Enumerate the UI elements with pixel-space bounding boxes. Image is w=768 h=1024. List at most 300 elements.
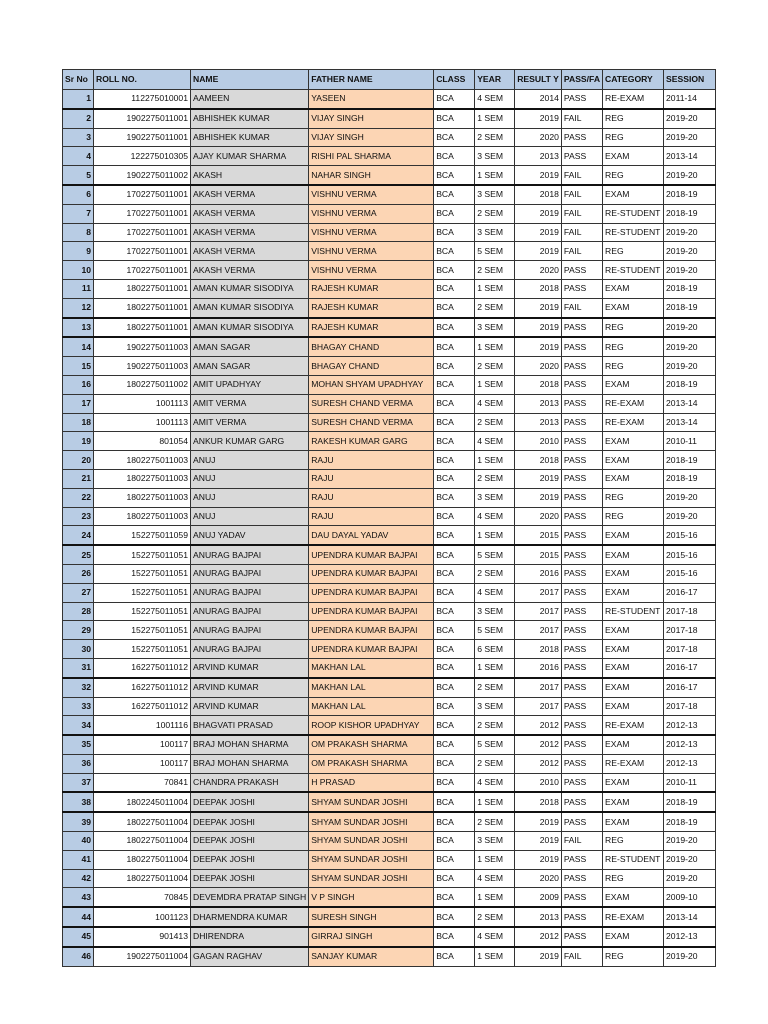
year-cell: 5 SEM: [475, 545, 515, 564]
table-row: [63, 185, 716, 204]
table-row: [63, 90, 716, 109]
class-cell: BCA: [434, 735, 475, 754]
category-cell: REG: [603, 832, 664, 851]
sr-no-cell: 36: [63, 754, 94, 773]
table-row: [63, 545, 716, 564]
pass-fail-cell: PASS: [561, 357, 602, 376]
roll-no-cell: 1001116: [94, 716, 191, 735]
table-row: [63, 658, 716, 677]
category-cell: EXAM: [603, 545, 664, 564]
sr-no-cell: 20: [63, 451, 94, 470]
class-cell: BCA: [434, 451, 475, 470]
result-year-cell: 2019: [515, 337, 562, 356]
father-name-cell: YASEEN: [309, 90, 434, 109]
session-cell: 2019-20: [664, 261, 716, 280]
roll-no-cell: 1802275011001: [94, 279, 191, 298]
year-cell: 1 SEM: [475, 526, 515, 545]
sr-no-cell: 17: [63, 394, 94, 413]
year-cell: 3 SEM: [475, 185, 515, 204]
class-cell: BCA: [434, 166, 475, 185]
session-cell: 2011-14: [664, 90, 716, 109]
roll-no-cell: 1802245011004: [94, 792, 191, 812]
father-name-cell: RAJU: [309, 451, 434, 470]
session-cell: 2012-13: [664, 754, 716, 773]
roll-no-cell: 1001123: [94, 907, 191, 927]
roll-no-cell: 1802275011002: [94, 375, 191, 394]
result-year-cell: 2017: [515, 602, 562, 621]
result-year-cell: 2019: [515, 223, 562, 242]
pass-fail-cell: PASS: [561, 337, 602, 356]
roll-no-cell: 1802275011003: [94, 451, 191, 470]
name-cell: AMIT VERMA: [191, 413, 309, 432]
sr-no-cell: 39: [63, 812, 94, 831]
table-row: [63, 583, 716, 602]
result-year-cell: 2012: [515, 754, 562, 773]
pass-fail-cell: PASS: [561, 697, 602, 716]
session-cell: 2018-19: [664, 279, 716, 298]
year-cell: 1 SEM: [475, 279, 515, 298]
result-year-cell: 2019: [515, 298, 562, 317]
year-cell: 2 SEM: [475, 754, 515, 773]
pass-fail-cell: PASS: [561, 564, 602, 583]
result-year-cell: 2010: [515, 773, 562, 792]
table-row: [63, 242, 716, 261]
sr-no-cell: 40: [63, 832, 94, 851]
result-year-cell: 2018: [515, 375, 562, 394]
sr-no-cell: 14: [63, 337, 94, 356]
father-name-cell: MAKHAN LAL: [309, 678, 434, 697]
roll-no-cell: 152275011059: [94, 526, 191, 545]
name-cell: ABHISHEK KUMAR: [191, 128, 309, 147]
session-cell: 2019-20: [664, 832, 716, 851]
table-row: [63, 375, 716, 394]
table-row: [63, 507, 716, 526]
sr-no-cell: 41: [63, 850, 94, 869]
year-cell: 2 SEM: [475, 413, 515, 432]
roll-no-cell: 152275011051: [94, 640, 191, 659]
roll-no-cell: 1802275011001: [94, 318, 191, 338]
table-row: [63, 602, 716, 621]
class-cell: BCA: [434, 337, 475, 356]
sr-no-cell: 24: [63, 526, 94, 545]
session-cell: 2019-20: [664, 109, 716, 128]
year-cell: 2 SEM: [475, 298, 515, 317]
sr-no-cell: 19: [63, 432, 94, 451]
header-roll-no: ROLL NO.: [94, 70, 191, 90]
class-cell: BCA: [434, 869, 475, 888]
pass-fail-cell: FAIL: [561, 166, 602, 185]
name-cell: AAMEEN: [191, 90, 309, 109]
pass-fail-cell: FAIL: [561, 223, 602, 242]
sr-no-cell: 35: [63, 735, 94, 754]
category-cell: EXAM: [603, 185, 664, 204]
roll-no-cell: 152275011051: [94, 602, 191, 621]
category-cell: EXAM: [603, 298, 664, 317]
father-name-cell: MAKHAN LAL: [309, 697, 434, 716]
sr-no-cell: 33: [63, 697, 94, 716]
class-cell: BCA: [434, 357, 475, 376]
session-cell: 2012-13: [664, 716, 716, 735]
father-name-cell: NAHAR SINGH: [309, 166, 434, 185]
category-cell: RE-EXAM: [603, 413, 664, 432]
year-cell: 3 SEM: [475, 697, 515, 716]
class-cell: BCA: [434, 375, 475, 394]
father-name-cell: SHYAM SUNDAR JOSHI: [309, 869, 434, 888]
result-year-cell: 2009: [515, 888, 562, 907]
result-year-cell: 2019: [515, 318, 562, 338]
sr-no-cell: 34: [63, 716, 94, 735]
sr-no-cell: 46: [63, 947, 94, 966]
sr-no-cell: 42: [63, 869, 94, 888]
pass-fail-cell: PASS: [561, 735, 602, 754]
pass-fail-cell: FAIL: [561, 109, 602, 128]
father-name-cell: BHAGAY CHAND: [309, 357, 434, 376]
year-cell: 2 SEM: [475, 128, 515, 147]
result-year-cell: 2013: [515, 907, 562, 927]
session-cell: 2019-20: [664, 166, 716, 185]
father-name-cell: SURESH SINGH: [309, 907, 434, 927]
category-cell: RE-EXAM: [603, 394, 664, 413]
table-row: [63, 298, 716, 317]
session-cell: 2013-14: [664, 413, 716, 432]
name-cell: ANURAG BAJPAI: [191, 621, 309, 640]
table-row: [63, 469, 716, 488]
name-cell: AKASH: [191, 166, 309, 185]
session-cell: 2012-13: [664, 735, 716, 754]
session-cell: 2018-19: [664, 185, 716, 204]
year-cell: 4 SEM: [475, 773, 515, 792]
category-cell: RE-EXAM: [603, 907, 664, 927]
table-row: [63, 773, 716, 792]
result-year-cell: 2019: [515, 242, 562, 261]
father-name-cell: SANJAY KUMAR: [309, 947, 434, 966]
class-cell: BCA: [434, 888, 475, 907]
class-cell: BCA: [434, 147, 475, 166]
father-name-cell: VIJAY SINGH: [309, 128, 434, 147]
table-row: [63, 792, 716, 812]
sr-no-cell: 12: [63, 298, 94, 317]
father-name-cell: RAJESH KUMAR: [309, 318, 434, 338]
sr-no-cell: 29: [63, 621, 94, 640]
table-row: [63, 716, 716, 735]
sr-no-cell: 6: [63, 185, 94, 204]
class-cell: BCA: [434, 812, 475, 831]
session-cell: 2016-17: [664, 678, 716, 697]
session-cell: 2018-19: [664, 792, 716, 812]
sr-no-cell: 18: [63, 413, 94, 432]
roll-no-cell: 152275011051: [94, 545, 191, 564]
name-cell: AMAN KUMAR SISODIYA: [191, 318, 309, 338]
name-cell: BRAJ MOHAN SHARMA: [191, 735, 309, 754]
name-cell: DEEPAK JOSHI: [191, 850, 309, 869]
class-cell: BCA: [434, 716, 475, 735]
roll-no-cell: 1802275011001: [94, 298, 191, 317]
session-cell: 2019-20: [664, 128, 716, 147]
class-cell: BCA: [434, 697, 475, 716]
category-cell: EXAM: [603, 678, 664, 697]
class-cell: BCA: [434, 223, 475, 242]
roll-no-cell: 1902275011003: [94, 337, 191, 356]
pass-fail-cell: PASS: [561, 621, 602, 640]
header-category: CATEGORY: [603, 70, 664, 90]
pass-fail-cell: PASS: [561, 488, 602, 507]
result-year-cell: 2016: [515, 658, 562, 677]
category-cell: REG: [603, 337, 664, 356]
father-name-cell: SHYAM SUNDAR JOSHI: [309, 832, 434, 851]
year-cell: 4 SEM: [475, 583, 515, 602]
roll-no-cell: 1902275011003: [94, 357, 191, 376]
name-cell: DEEPAK JOSHI: [191, 869, 309, 888]
category-cell: REG: [603, 357, 664, 376]
pass-fail-cell: PASS: [561, 451, 602, 470]
class-cell: BCA: [434, 261, 475, 280]
name-cell: AKASH VERMA: [191, 204, 309, 223]
roll-no-cell: 801054: [94, 432, 191, 451]
class-cell: BCA: [434, 128, 475, 147]
table-row: [63, 850, 716, 869]
class-cell: BCA: [434, 947, 475, 966]
name-cell: AKASH VERMA: [191, 223, 309, 242]
year-cell: 1 SEM: [475, 375, 515, 394]
table-row: [63, 394, 716, 413]
name-cell: ARVIND KUMAR: [191, 658, 309, 677]
father-name-cell: GIRRAJ SINGH: [309, 927, 434, 947]
session-cell: 2013-14: [664, 394, 716, 413]
pass-fail-cell: PASS: [561, 812, 602, 831]
father-name-cell: RAJU: [309, 469, 434, 488]
result-year-cell: 2019: [515, 488, 562, 507]
name-cell: ABHISHEK KUMAR: [191, 109, 309, 128]
roll-no-cell: 152275011051: [94, 564, 191, 583]
name-cell: ANUJ YADAV: [191, 526, 309, 545]
category-cell: RE-STUDENT: [603, 204, 664, 223]
category-cell: RE-STUDENT: [603, 223, 664, 242]
session-cell: 2019-20: [664, 869, 716, 888]
year-cell: 2 SEM: [475, 469, 515, 488]
result-year-cell: 2019: [515, 109, 562, 128]
header-pass-fail: PASS/FA: [561, 70, 602, 90]
result-year-cell: 2012: [515, 716, 562, 735]
table-row: [63, 621, 716, 640]
year-cell: 1 SEM: [475, 947, 515, 966]
table-row: [63, 927, 716, 947]
year-cell: 1 SEM: [475, 451, 515, 470]
table-row: [63, 279, 716, 298]
session-cell: 2019-20: [664, 242, 716, 261]
table-row: [63, 432, 716, 451]
name-cell: CHANDRA PRAKASH: [191, 773, 309, 792]
father-name-cell: UPENDRA KUMAR BAJPAI: [309, 621, 434, 640]
table-row: [63, 832, 716, 851]
name-cell: AMAN KUMAR SISODIYA: [191, 279, 309, 298]
result-year-cell: 2019: [515, 812, 562, 831]
class-cell: BCA: [434, 90, 475, 109]
session-cell: 2017-18: [664, 621, 716, 640]
pass-fail-cell: PASS: [561, 526, 602, 545]
pass-fail-cell: FAIL: [561, 832, 602, 851]
roll-no-cell: 1802275011003: [94, 488, 191, 507]
year-cell: 5 SEM: [475, 735, 515, 754]
class-cell: BCA: [434, 754, 475, 773]
result-year-cell: 2018: [515, 792, 562, 812]
sr-no-cell: 15: [63, 357, 94, 376]
name-cell: DHIRENDRA: [191, 927, 309, 947]
year-cell: 2 SEM: [475, 716, 515, 735]
pass-fail-cell: PASS: [561, 850, 602, 869]
session-cell: 2018-19: [664, 298, 716, 317]
table-row: [63, 564, 716, 583]
father-name-cell: H PRASAD: [309, 773, 434, 792]
year-cell: 1 SEM: [475, 850, 515, 869]
name-cell: AMAN SAGAR: [191, 357, 309, 376]
table-row: [63, 640, 716, 659]
roll-no-cell: 1802275011004: [94, 812, 191, 831]
year-cell: 1 SEM: [475, 888, 515, 907]
class-cell: BCA: [434, 488, 475, 507]
result-year-cell: 2020: [515, 261, 562, 280]
category-cell: EXAM: [603, 927, 664, 947]
name-cell: DEEPAK JOSHI: [191, 832, 309, 851]
name-cell: ANUJ: [191, 469, 309, 488]
header-name: NAME: [191, 70, 309, 90]
class-cell: BCA: [434, 204, 475, 223]
class-cell: BCA: [434, 279, 475, 298]
session-cell: 2015-16: [664, 564, 716, 583]
session-cell: 2019-20: [664, 318, 716, 338]
sr-no-cell: 3: [63, 128, 94, 147]
result-year-cell: 2017: [515, 697, 562, 716]
father-name-cell: VISHNU VERMA: [309, 261, 434, 280]
category-cell: EXAM: [603, 469, 664, 488]
sr-no-cell: 44: [63, 907, 94, 927]
pass-fail-cell: PASS: [561, 128, 602, 147]
name-cell: AMAN SAGAR: [191, 337, 309, 356]
name-cell: DEEPAK JOSHI: [191, 792, 309, 812]
result-year-cell: 2012: [515, 927, 562, 947]
sr-no-cell: 31: [63, 658, 94, 677]
category-cell: EXAM: [603, 812, 664, 831]
roll-no-cell: 1702275011001: [94, 261, 191, 280]
class-cell: BCA: [434, 413, 475, 432]
result-year-cell: 2018: [515, 640, 562, 659]
session-cell: 2017-18: [664, 602, 716, 621]
class-cell: BCA: [434, 318, 475, 338]
roll-no-cell: 152275011051: [94, 621, 191, 640]
pass-fail-cell: PASS: [561, 279, 602, 298]
table-row: [63, 318, 716, 338]
name-cell: AKASH VERMA: [191, 242, 309, 261]
result-year-cell: 2018: [515, 451, 562, 470]
father-name-cell: ROOP KISHOR UPADHYAY: [309, 716, 434, 735]
class-cell: BCA: [434, 185, 475, 204]
sr-no-cell: 25: [63, 545, 94, 564]
category-cell: EXAM: [603, 888, 664, 907]
pass-fail-cell: PASS: [561, 318, 602, 338]
father-name-cell: DAU DAYAL YADAV: [309, 526, 434, 545]
year-cell: 4 SEM: [475, 394, 515, 413]
session-cell: 2017-18: [664, 697, 716, 716]
class-cell: BCA: [434, 792, 475, 812]
father-name-cell: UPENDRA KUMAR BAJPAI: [309, 602, 434, 621]
name-cell: ANUJ: [191, 488, 309, 507]
result-year-cell: 2014: [515, 90, 562, 109]
result-year-cell: 2019: [515, 947, 562, 966]
pass-fail-cell: FAIL: [561, 204, 602, 223]
pass-fail-cell: FAIL: [561, 185, 602, 204]
roll-no-cell: 1902275011004: [94, 947, 191, 966]
roll-no-cell: 1902275011001: [94, 109, 191, 128]
roll-no-cell: 1702275011001: [94, 242, 191, 261]
session-cell: 2018-19: [664, 469, 716, 488]
class-cell: BCA: [434, 526, 475, 545]
header-sr-no: Sr No: [63, 70, 94, 90]
session-cell: 2019-20: [664, 850, 716, 869]
category-cell: EXAM: [603, 735, 664, 754]
sr-no-cell: 22: [63, 488, 94, 507]
father-name-cell: RAJU: [309, 488, 434, 507]
category-cell: EXAM: [603, 147, 664, 166]
roll-no-cell: 1902275011001: [94, 128, 191, 147]
category-cell: RE-STUDENT: [603, 261, 664, 280]
session-cell: 2018-19: [664, 812, 716, 831]
category-cell: REG: [603, 947, 664, 966]
session-cell: 2019-20: [664, 488, 716, 507]
result-year-cell: 2020: [515, 357, 562, 376]
name-cell: DEVEMDRA PRATAP SINGH: [191, 888, 309, 907]
result-year-cell: 2015: [515, 526, 562, 545]
table-row: [63, 869, 716, 888]
result-year-cell: 2020: [515, 128, 562, 147]
result-year-cell: 2016: [515, 564, 562, 583]
session-cell: 2012-13: [664, 927, 716, 947]
sr-no-cell: 13: [63, 318, 94, 338]
year-cell: 3 SEM: [475, 318, 515, 338]
sr-no-cell: 9: [63, 242, 94, 261]
year-cell: 4 SEM: [475, 432, 515, 451]
name-cell: DHARMENDRA KUMAR: [191, 907, 309, 927]
table-row: [63, 735, 716, 754]
sr-no-cell: 45: [63, 927, 94, 947]
result-year-cell: 2020: [515, 507, 562, 526]
category-cell: EXAM: [603, 583, 664, 602]
result-year-cell: 2013: [515, 413, 562, 432]
year-cell: 2 SEM: [475, 678, 515, 697]
header-year: YEAR: [475, 70, 515, 90]
table-row: [63, 357, 716, 376]
name-cell: ANURAG BAJPAI: [191, 583, 309, 602]
year-cell: 2 SEM: [475, 907, 515, 927]
sr-no-cell: 37: [63, 773, 94, 792]
roll-no-cell: 1702275011001: [94, 204, 191, 223]
result-year-cell: 2013: [515, 147, 562, 166]
name-cell: ANURAG BAJPAI: [191, 545, 309, 564]
results-table: [62, 69, 716, 967]
class-cell: BCA: [434, 850, 475, 869]
header-row: [63, 70, 716, 90]
category-cell: EXAM: [603, 432, 664, 451]
result-year-cell: 2019: [515, 850, 562, 869]
category-cell: EXAM: [603, 526, 664, 545]
year-cell: 3 SEM: [475, 488, 515, 507]
session-cell: 2018-19: [664, 451, 716, 470]
class-cell: BCA: [434, 640, 475, 659]
roll-no-cell: 1802275011003: [94, 469, 191, 488]
table-row: [63, 147, 716, 166]
table-row: [63, 907, 716, 927]
pass-fail-cell: PASS: [561, 413, 602, 432]
session-cell: 2018-19: [664, 204, 716, 223]
session-cell: 2018-19: [664, 375, 716, 394]
